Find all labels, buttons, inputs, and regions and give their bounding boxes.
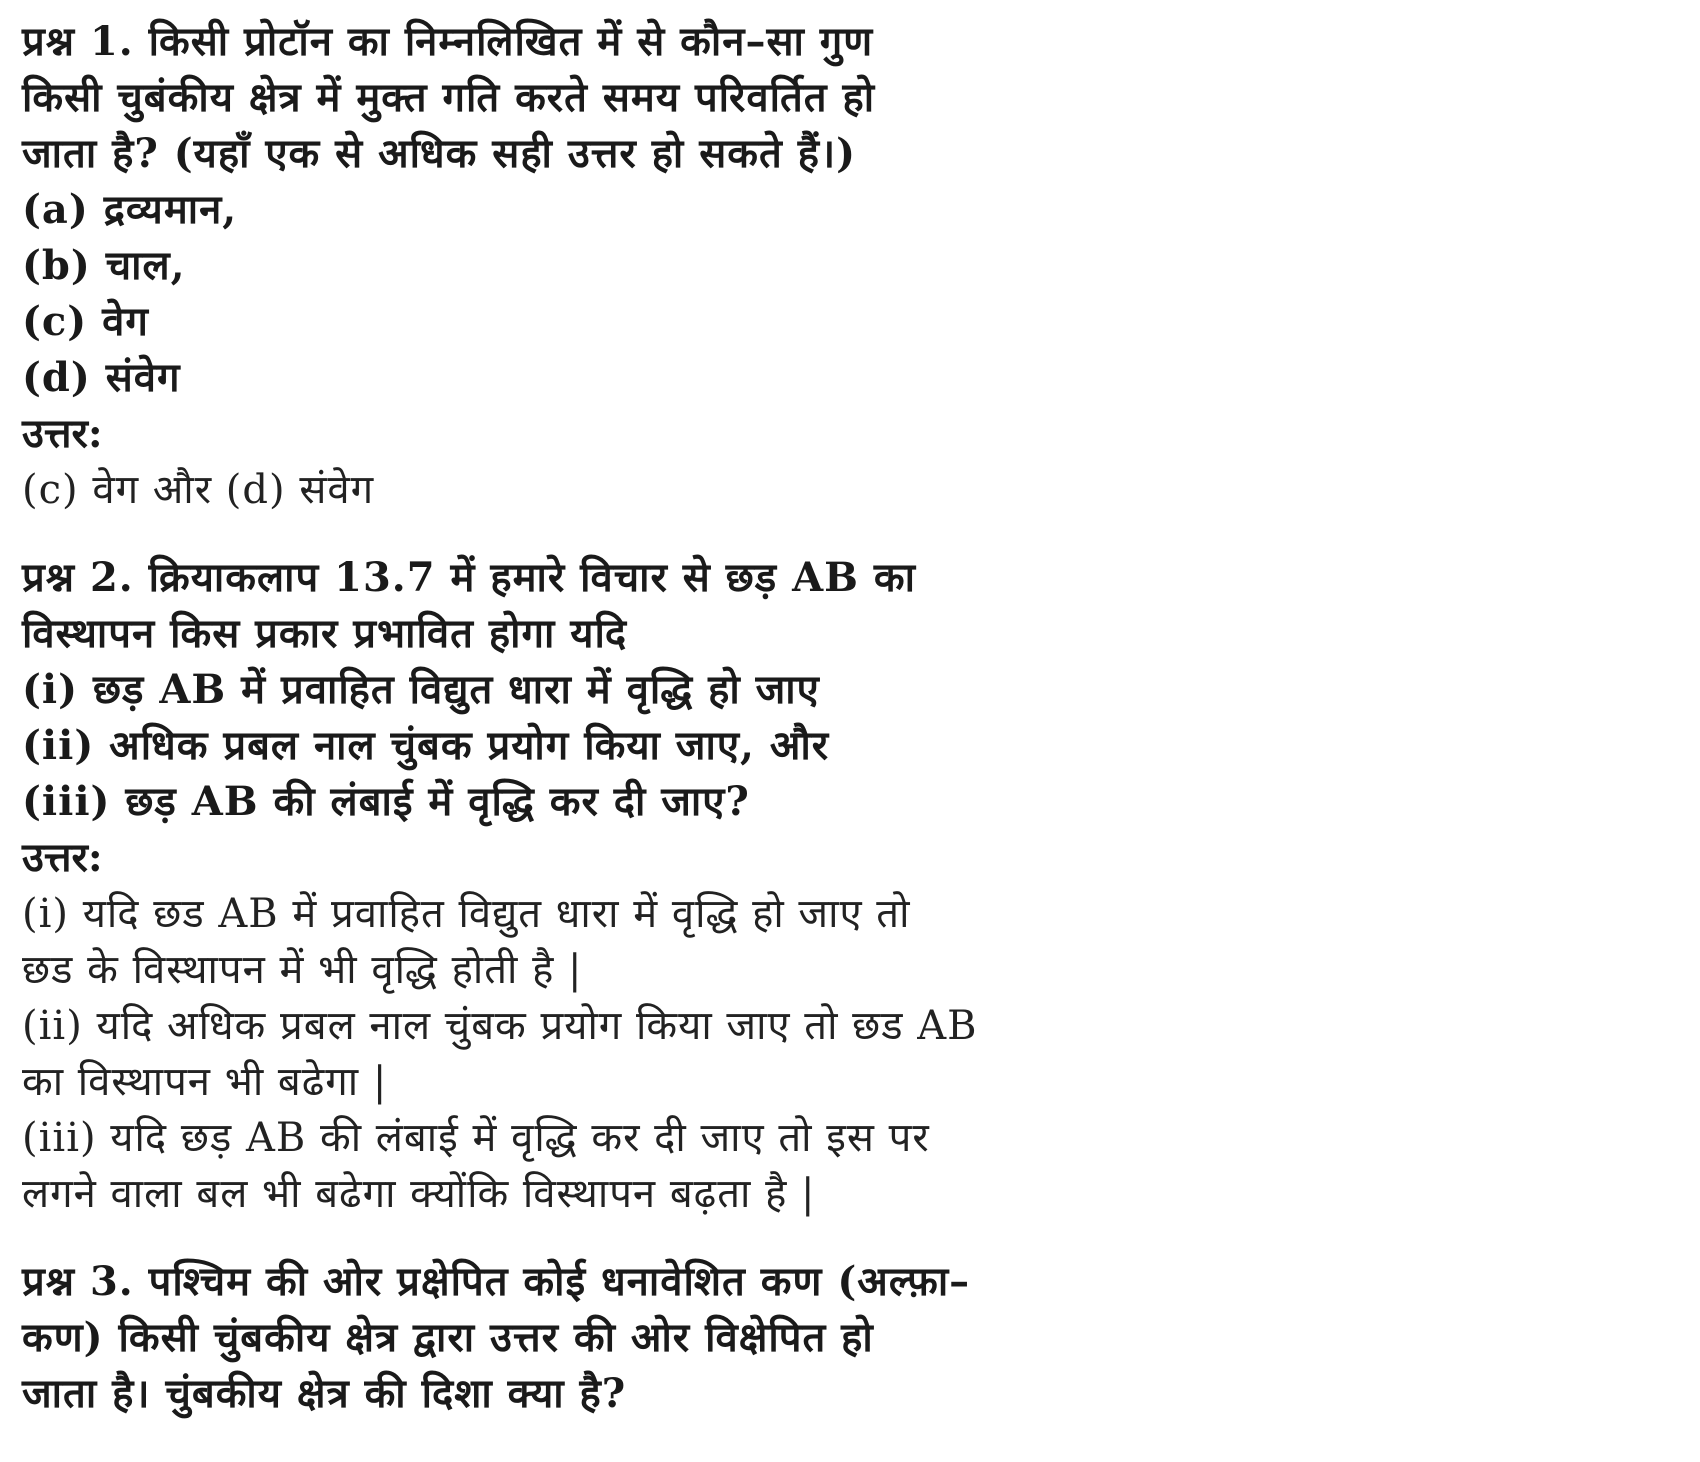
spacer bbox=[22, 518, 1132, 550]
question-1-line-3: जाता है? (यहाँ एक से अधिक सही उत्तर हो सकते हैं।) bbox=[22, 130, 857, 177]
question-2-line-1: प्रश्न 2. क्रियाकलाप 13.7 में हमारे विचार से छड़ AB का bbox=[22, 554, 916, 601]
answer-2-line-6: लगने वाला बल भी बढेगा क्योंकि विस्थापन बढ़ता है | bbox=[22, 1171, 816, 1217]
question-2-line-2: विस्थापन किस प्रकार प्रभावित होगा यदि bbox=[22, 610, 628, 657]
question-2-part-i: (i) छड़ AB में प्रवाहित विद्युत धारा में वृद्धि हो जाए bbox=[22, 666, 820, 713]
question-2-part-iii: (iii) छड़ AB की लंबाई में वृद्धि कर दी जाए? bbox=[22, 778, 750, 825]
answer-1-line-1: (c) वेग और (d) संवेग bbox=[22, 467, 375, 513]
question-3-line-2: कण) किसी चुंबकीय क्षेत्र द्वारा उत्तर की ओर विक्षेपित हो bbox=[22, 1314, 874, 1361]
option-d: (d) संवेग bbox=[22, 354, 181, 401]
question-1-line-2: किसी चुबंकीय क्षेत्र में मुक्त गति करते समय परिवर्तित हो bbox=[22, 74, 876, 121]
option-a: (a) द्रव्यमान, bbox=[22, 186, 238, 233]
option-b: (b) चाल, bbox=[22, 242, 186, 289]
answer-2-line-1: (i) यदि छड AB में प्रवाहित विद्युत धारा में वृद्धि हो जाए तो bbox=[22, 891, 911, 937]
question-3 bbox=[22, 1254, 1132, 1422]
document-page bbox=[22, 14, 1132, 1422]
question-1-line-1: प्रश्न 1. किसी प्रोटॉन का निम्नलिखित में से कौन–सा गुण bbox=[22, 18, 874, 65]
question-1 bbox=[22, 14, 1132, 518]
question-3-line-1: प्रश्न 3. पश्चिम की ओर प्रक्षेपित कोई धनावेशित कण (अल्फ़ा– bbox=[22, 1258, 971, 1305]
answer-2-line-3: (ii) यदि अधिक प्रबल नाल चुंबक प्रयोग किया जाए तो छड AB bbox=[22, 1003, 978, 1049]
answer-label-2: उत्तर: bbox=[22, 834, 103, 881]
answer-2-line-4: का विस्थापन भी बढेगा | bbox=[22, 1059, 388, 1105]
option-c: (c) वेग bbox=[22, 298, 149, 345]
question-2-part-ii: (ii) अधिक प्रबल नाल चुंबक प्रयोग किया जाए, और bbox=[22, 722, 830, 769]
answer-label-1: उत्तर: bbox=[22, 410, 103, 457]
question-2 bbox=[22, 550, 1132, 1222]
spacer bbox=[22, 1222, 1132, 1254]
answer-2-line-5: (iii) यदि छड़ AB की लंबाई में वृद्धि कर दी जाए तो इस पर bbox=[22, 1115, 930, 1161]
answer-2-line-2: छड के विस्थापन में भी वृद्धि होती है | bbox=[22, 947, 583, 993]
question-3-line-3: जाता है। चुंबकीय क्षेत्र की दिशा क्या है? bbox=[22, 1370, 627, 1417]
